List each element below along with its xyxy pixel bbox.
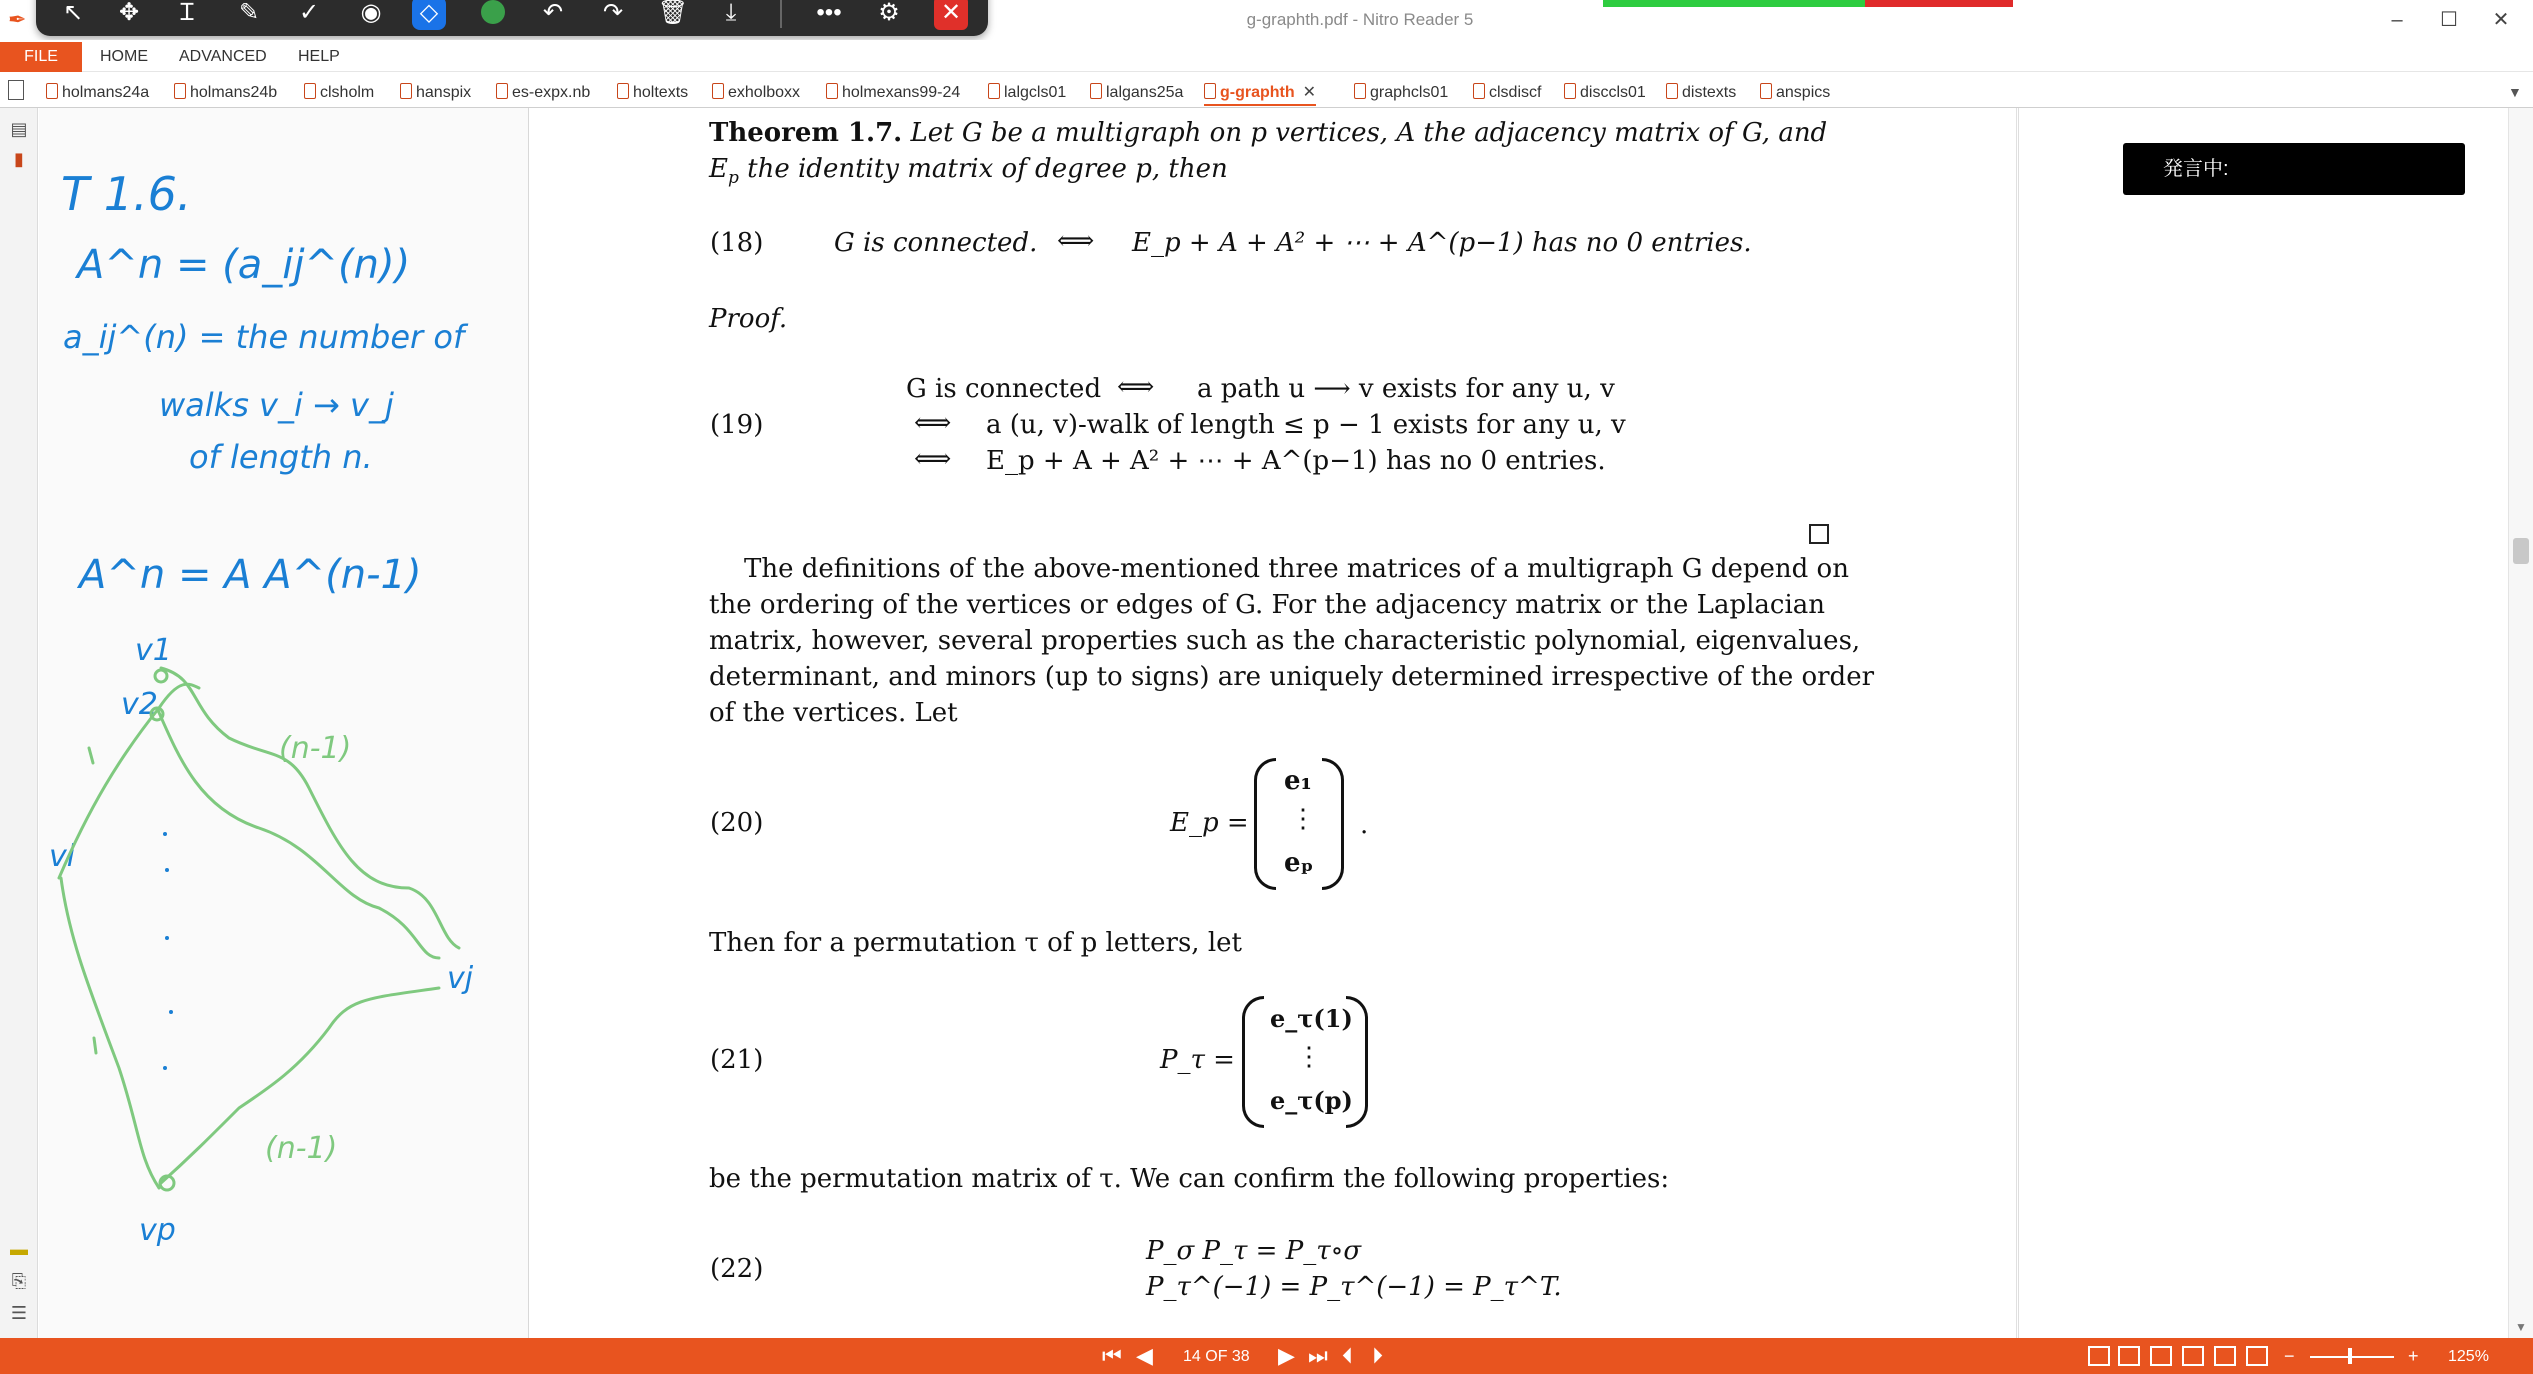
tab-holmans24b[interactable] (174, 80, 277, 106)
pdf-icon (1760, 83, 1772, 99)
check-icon[interactable]: ✓ (298, 0, 320, 26)
tab-holmans24a[interactable] (46, 80, 149, 106)
tab-holtexts[interactable] (617, 80, 688, 106)
eq21-matrix (1242, 996, 1368, 1128)
user-settings-icon[interactable]: ⚙ (878, 0, 900, 26)
single-page-view-icon[interactable] (2088, 1346, 2110, 1366)
menu-advanced[interactable]: ADVANCED (179, 48, 267, 65)
tab-label: disccls01 (1580, 84, 1646, 101)
tab-label: holmans24a (62, 84, 150, 101)
eq19-line3: E_p + A + A² + ⋯ + A^(p−1) has no 0 entries. (986, 446, 1606, 476)
pan-icon[interactable]: ✥ (118, 0, 140, 26)
proof-label: Proof. (709, 304, 788, 334)
edge-v1-vj (161, 668, 459, 948)
tab-lalgcls01[interactable] (988, 80, 1066, 106)
toolbar-separator (780, 0, 782, 28)
pdf-icon (988, 83, 1000, 99)
trash-icon[interactable]: 🗑 (657, 0, 689, 26)
eq18-left: G is connected. (834, 228, 1038, 258)
left-paren (1242, 996, 1264, 1128)
label-vp: vp (139, 1213, 176, 1248)
scroll-down-icon[interactable]: ▼ (2515, 1320, 2527, 1334)
eq20-period: . (1360, 810, 1369, 840)
eq18-iff: ⟺ (1057, 226, 1095, 256)
eq21-row-1: e_τ(1) (1270, 1004, 1353, 1033)
pdf-icon (1090, 83, 1102, 99)
tick-mark (94, 1038, 96, 1053)
tab-label: clsholm (320, 84, 375, 101)
zoom-slider-knob[interactable] (2348, 1348, 2352, 1364)
menu-help[interactable]: HELP (298, 48, 340, 65)
para-line-2: the ordering of the vertices or edges of G. For the adjacency matrix or the Laplacian (709, 590, 1826, 620)
continuous-view-icon[interactable] (2118, 1346, 2140, 1366)
para-line-1: The definitions of the above-mentioned three matrices of a multigraph G depend on (744, 554, 1849, 584)
eq21-lhs: P_τ = (1160, 1045, 1235, 1075)
vertical-scrollbar[interactable] (2508, 108, 2533, 1338)
comments-icon[interactable]: ▬ (10, 1239, 28, 1259)
tab-label: hanspix (416, 84, 472, 101)
tab-label: graphcls01 (1370, 84, 1449, 101)
theorem-line-1 (709, 118, 1827, 148)
minimize-icon[interactable]: – (2391, 9, 2403, 31)
eq19-number: (19) (710, 410, 764, 440)
eq18-number: (18) (710, 228, 764, 258)
download-icon[interactable]: ⤓ (725, 0, 737, 26)
scroll-thumb[interactable] (2513, 538, 2529, 564)
eq22-line-1: P_σ P_τ = P_τ∘σ (1146, 1236, 1362, 1266)
tab-scroll-down-icon[interactable]: ▼ (2508, 84, 2522, 100)
zoom-out-icon[interactable]: − (2284, 1346, 2295, 1366)
para-line-4: determinant, and minors (up to signs) are uniquely determined irrespective of the order (709, 662, 1875, 692)
pdf-icon (617, 83, 629, 99)
right-paren (1322, 758, 1344, 890)
handwritten-notes (39, 108, 529, 1338)
note-an-def: A^n = (a_ij^(n)) (77, 242, 411, 288)
theorem-text-2: the identity matrix of degree p, then (738, 154, 1228, 184)
tab-label: holmans24b (190, 84, 278, 101)
bookmark-icon[interactable]: ▮ (14, 149, 24, 169)
progress-strip (1603, 0, 2013, 7)
text-cursor-icon[interactable]: Ɪ (180, 0, 194, 26)
window-title: g-graphth.pdf - Nitro Reader 5 (1246, 10, 1474, 29)
eq18-right: E_p + A + A² + ⋯ + A^(p−1) has no 0 entries. (1132, 228, 1752, 258)
tick-mark (89, 748, 93, 763)
tab-label: es-expx.nb (512, 84, 591, 101)
zoom-level[interactable]: 125% (2448, 1348, 2489, 1365)
walk-graph-drawing (59, 668, 459, 1190)
eq19-line1-right: a path u ⟶ v exists for any u, v (1197, 374, 1615, 404)
pdf-icon (1564, 83, 1576, 99)
tab-graphcls01[interactable] (1354, 80, 1448, 106)
select-arrow-icon[interactable]: ↖ (62, 0, 84, 26)
status-bar (0, 1338, 2533, 1374)
note-length: of length n. (189, 438, 373, 476)
eq19-iff-1: ⟺ (1117, 372, 1155, 402)
eq21-row-2: ⋮ (1296, 1042, 1322, 1072)
progress-strip-red (1865, 0, 2013, 7)
menu-file[interactable]: FILE (0, 42, 82, 72)
pdf-icon (496, 83, 508, 99)
after-eq21-line: be the permutation matrix of τ. We can confirm the following properties: (709, 1164, 1670, 1194)
eq20-lhs: E_p = (1170, 808, 1249, 838)
pdf-icon (1473, 83, 1485, 99)
page-edge (2016, 108, 2017, 1338)
document-list-icon[interactable] (8, 80, 24, 100)
menu-home[interactable]: HOME (100, 48, 148, 65)
qed-square (1809, 524, 1829, 544)
vertex-v1 (155, 670, 167, 682)
eq20-number: (20) (710, 808, 764, 838)
eq21-row-3: e_τ(p) (1270, 1086, 1353, 1115)
label-n-minus-1-bottom: (n-1) (265, 1131, 338, 1166)
tab-hanspix[interactable] (400, 80, 471, 106)
page-indicator[interactable]: 14 OF 38 (1183, 1348, 1250, 1365)
first-page-icon[interactable]: ⏮ (1102, 1343, 1122, 1368)
facing-view-icon[interactable] (2150, 1346, 2172, 1366)
theorem-head: Theorem 1.7. (709, 118, 903, 148)
dotted-continuation (163, 832, 173, 1070)
next-page-icon[interactable]: ▶ (1278, 1343, 1295, 1368)
pdf-icon (174, 83, 186, 99)
annotation-panel[interactable] (39, 108, 529, 1338)
pdf-icon (1666, 83, 1678, 99)
eq19-iff-3: ⟺ (914, 444, 952, 474)
dot (165, 936, 169, 940)
label-v2: v2 (121, 687, 158, 722)
left-icon-strip (0, 108, 38, 1338)
pdf-icon (826, 83, 838, 99)
pages-icon[interactable]: ▤ (10, 119, 28, 139)
more-icon[interactable]: ••• (816, 0, 842, 26)
tab-clsholm[interactable] (304, 80, 374, 106)
zoom-in-icon[interactable]: + (2408, 1346, 2419, 1366)
para-line-5: of the vertices. Let (709, 698, 958, 728)
tab-label: lalgans25a (1106, 84, 1184, 101)
target-icon[interactable]: ◉ (360, 0, 382, 26)
pdf-icon (1204, 83, 1216, 99)
pen-toolbar (36, 0, 988, 36)
tab-label: distexts (1682, 84, 1737, 101)
redo-icon[interactable]: ↷ (602, 0, 624, 26)
pdf-icon (400, 83, 412, 99)
label-vj: vj (447, 961, 474, 996)
then-line: Then for a permutation τ of p letters, let (709, 928, 1242, 958)
ribbon-menu (0, 40, 2533, 72)
prev-page-icon[interactable]: ◀ (1136, 1343, 1153, 1368)
tab-label: holtexts (633, 84, 689, 101)
dot (163, 832, 167, 836)
pdf-icon (1354, 83, 1366, 99)
eq19-line2: a (u, v)-walk of length ≤ p − 1 exists for any u, v (986, 410, 1626, 440)
dot (165, 868, 169, 872)
label-vi: vi (49, 839, 76, 874)
close-icon[interactable]: ✕ (934, 0, 968, 30)
note-recurrence: A^n = A A^(n-1) (79, 552, 422, 598)
nitro-logo-icon: ✒ (8, 7, 27, 32)
tab-label: holmexans99-24 (842, 84, 961, 101)
undo-icon[interactable]: ↶ (542, 0, 564, 26)
tab-es-expx[interactable] (496, 80, 590, 106)
pdf-icon (304, 83, 316, 99)
eq20-matrix (1254, 758, 1344, 890)
document-tabs (0, 74, 2533, 108)
eq22-number: (22) (710, 1254, 764, 1284)
para-line-3: matrix, however, several properties such as the characteristic polynomial, eigenvalues, (709, 626, 1861, 656)
facing-continuous-icon[interactable] (2182, 1346, 2204, 1366)
attachments-icon[interactable]: ⎘ (11, 1271, 27, 1291)
color-dot-icon[interactable] (476, 0, 510, 30)
note-t16: T 1.6. (61, 167, 192, 221)
right-panel (2018, 108, 2508, 1338)
back-icon[interactable]: ⏴ (1342, 1343, 1354, 1368)
theorem-ep: E (709, 154, 728, 184)
forward-icon[interactable]: ⏵ (1372, 1343, 1384, 1368)
eraser-icon[interactable]: ◇ (412, 0, 446, 30)
zoom-slider[interactable] (2310, 1356, 2394, 1358)
label-n-minus-1-top: (n-1) (279, 731, 352, 766)
theorem-text-1: Let G be a multigraph on p vertices, A the adjacency matrix of G, and (910, 118, 1828, 148)
eq21-number: (21) (710, 1045, 764, 1075)
eq20-row-1: e₁ (1284, 766, 1312, 796)
tab-disccls01[interactable] (1564, 80, 1646, 106)
tab-label: anspics (1776, 84, 1831, 101)
eq19-iff-2: ⟺ (914, 408, 952, 438)
tab-exholboxx[interactable] (712, 80, 800, 106)
eq20-row-3: eₚ (1284, 848, 1314, 878)
output-icon[interactable]: ☰ (10, 1303, 28, 1323)
tab-label: lalgcls01 (1004, 84, 1067, 101)
dot (169, 1010, 173, 1014)
tab-clsdiscf[interactable] (1473, 80, 1541, 106)
theorem-line-2 (709, 154, 1228, 188)
tab-lalgans25a[interactable] (1090, 80, 1183, 106)
label-v1: v1 (135, 633, 172, 668)
eq22-line-2: P_τ^(−1) = P_τ^(−1) = P_τ^T. (1146, 1272, 1562, 1302)
dot (163, 1066, 167, 1070)
speaking-indicator: 発言中: (2123, 143, 2465, 195)
presentation-icon[interactable] (2246, 1346, 2268, 1366)
maximize-icon[interactable]: ☐ (2440, 9, 2458, 31)
eq19-line1-left: G is connected (906, 374, 1102, 404)
pen-icon[interactable]: ✎ (238, 0, 260, 26)
pdf-icon (712, 83, 724, 99)
last-page-icon[interactable]: ⏭ (1308, 1343, 1328, 1368)
tab-close-icon[interactable]: ✕ (1302, 84, 1317, 101)
left-paren (1254, 758, 1276, 890)
tab-holmexans99-24[interactable] (826, 80, 960, 106)
tab-distexts[interactable] (1666, 80, 1736, 106)
tab-g-graphth[interactable] (1204, 80, 1316, 106)
tab-anspics[interactable] (1760, 80, 1830, 106)
pdf-page (530, 108, 2017, 1338)
tab-label: clsdiscf (1489, 84, 1542, 101)
document-viewport[interactable] (530, 108, 2017, 1338)
close-icon[interactable]: ✕ (2492, 9, 2510, 31)
note-aij-meaning: a_ij^(n) = the number of (63, 318, 465, 356)
eq20-row-2: ⋮ (1290, 804, 1316, 834)
theorem-ep-sub: p (727, 168, 739, 189)
fit-width-icon[interactable] (2214, 1346, 2236, 1366)
tab-label: g-graphth (1220, 84, 1295, 101)
note-walks: walks v_i → v_j (159, 386, 394, 424)
edge-vi-vp (61, 878, 159, 1188)
pdf-icon (46, 83, 58, 99)
tab-label: exholboxx (728, 84, 801, 101)
